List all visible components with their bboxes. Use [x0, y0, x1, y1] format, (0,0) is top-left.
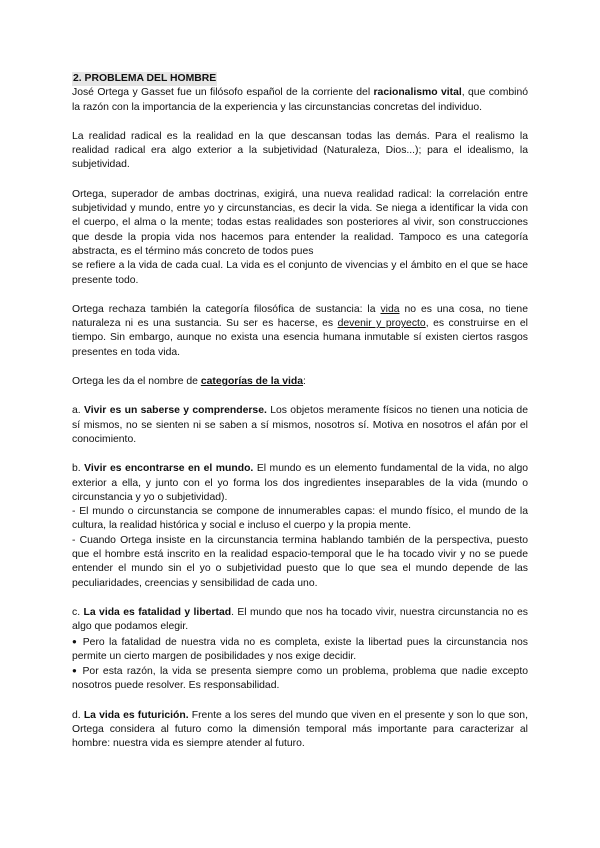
- category-c-bullet-1: [72, 635, 528, 665]
- category-c-title: La vida es fatalidad y libertad: [83, 606, 232, 618]
- underlined-devenir: devenir y proyecto: [337, 318, 426, 330]
- category-b-text: El mundo es un elemento fundamental de la vida, no algo exterior a ella, y junto con el yo forma los dos ingredientes inseparables de la vida (mundo o circunstancia y yo o subjetividad).: [72, 463, 529, 503]
- document-page: [72, 72, 528, 752]
- category-b-title: Vivir es encontrarse en el mundo.: [84, 463, 254, 475]
- category-c: [72, 606, 528, 635]
- sustancia-text-mid: no es una cosa, no tiene naturaleza ni es una sustancia. Su ser es hacerse, es: [72, 303, 528, 330]
- categorias-text: Ortega les da el nombre de: [72, 376, 201, 388]
- category-b-label: b.: [72, 463, 85, 475]
- category-a-label: a.: [72, 405, 85, 417]
- bullet-1-text: Pero la fatalidad de nuestra vida no es completa, existe la libertad pues la circunstancia nos permite un cierto margen de posibilidades y nos exige decidir.: [72, 636, 529, 662]
- category-b: [72, 462, 528, 505]
- bullet-icon: ●: [72, 636, 79, 646]
- category-c-label: c.: [72, 606, 84, 618]
- intro-text-end: , que combinó la razón con la importancia de la experiencia y las circunstancias concretas del individuo.: [72, 87, 528, 113]
- category-c-bullet-2: [72, 664, 528, 694]
- heading-text: 2. PROBLEMA DEL HOMBRE: [72, 72, 217, 86]
- categorias-intro: [72, 375, 528, 389]
- intro-bold: racionalismo vital: [373, 87, 462, 99]
- category-c-text: . El mundo que nos ha tocado vivir, nuestra circunstancia no es algo que podamos elegir.: [72, 606, 528, 633]
- category-d-text: Frente a los seres del mundo que viven en el presente y son lo que son, Ortega considera al futuro como la dimensión temporal más importante para caracterizar al hombre: nuestra vida es siempre atender al futuro.: [72, 709, 528, 750]
- bullet-icon: ●: [72, 666, 79, 676]
- section-heading: [72, 72, 528, 86]
- ortega-superador-paragraph: Ortega, superador de ambas doctrinas, exigirá, una nueva realidad radical: la correlación entre subjetividad y mundo, entre yo y circunstancias, es decir la vida. Se niega a identificar la vida con el cuerpo, el alma o la mente; todas estas realidades son posteriores al vivir, son construcciones que desde la propia vida nos hacemos para entender la realidad. Tampoco es una categoría abstracta, es el término más concreto de todos pues: [72, 188, 528, 257]
- sustancia-text: Ortega rechaza también la categoría filosófica de sustancia: la: [72, 303, 381, 315]
- category-d-label: d.: [72, 709, 84, 721]
- category-a-text: Los objetos meramente físicos no tienen una noticia de sí mismos, no se sienten ni se saben a sí mismos, nosotros sí. Motiva en nosotros el afán por el conocimiento.: [72, 405, 528, 445]
- underlined-vida: vida: [380, 303, 400, 315]
- category-b-dash-2: - Cuando Ortega insiste en la circunstancia termina hablando también de la perspectiva, puesto que el hombre está inscrito en la realidad espacio-temporal que le ha tocado vivir y no se puede entender el mundo sin el yo o subjetividad puesto que lo que sea el mundo depende de las peculiaridades, creencias y sensibilidad de cada uno.: [72, 534, 528, 589]
- realidad-radical-paragraph: La realidad radical es la realidad en la que descansan todas las demás. Para el realismo la realidad radical era algo exterior a la subjetividad (Naturaleza, Dios...); para el idealismo, la subjetividad.: [72, 130, 528, 171]
- intro-paragraph: [72, 86, 528, 115]
- ortega-superador-paragraph-cont: se refiere a la vida de cada cual. La vida es el conjunto de vivencias y el ámbito en el que se hace presente todo.: [72, 260, 528, 286]
- category-b-dash-1: - El mundo o circunstancia se compone de innumerables capas: el mundo físico, el mundo de la cultura, la realidad histórica y social e incluso el cuerpo y la propia mente.: [72, 506, 528, 532]
- intro-text: José Ortega y Gasset fue un filósofo español de la corriente del: [72, 87, 374, 99]
- category-d-title: La vida es futurición.: [83, 709, 189, 721]
- bullet-2-text: Por esta razón, la vida se presenta siempre como un problema, problema que nadie excepto nosotros puede resolver. Es responsabilidad.: [72, 666, 528, 692]
- category-d: [72, 709, 528, 752]
- sustancia-text-end: , es construirse en el tiempo. Sin embargo, aunque no exista una esencia humana inmutable sí existen ciertos rasgos presentes en toda vida.: [72, 318, 528, 358]
- categorias-bold: categorías de la vida: [200, 376, 304, 388]
- category-a-title: Vivir es un saberse y comprenderse.: [84, 405, 267, 417]
- sustancia-paragraph: [72, 303, 528, 360]
- categorias-colon: :: [303, 376, 306, 388]
- category-a: [72, 404, 528, 447]
